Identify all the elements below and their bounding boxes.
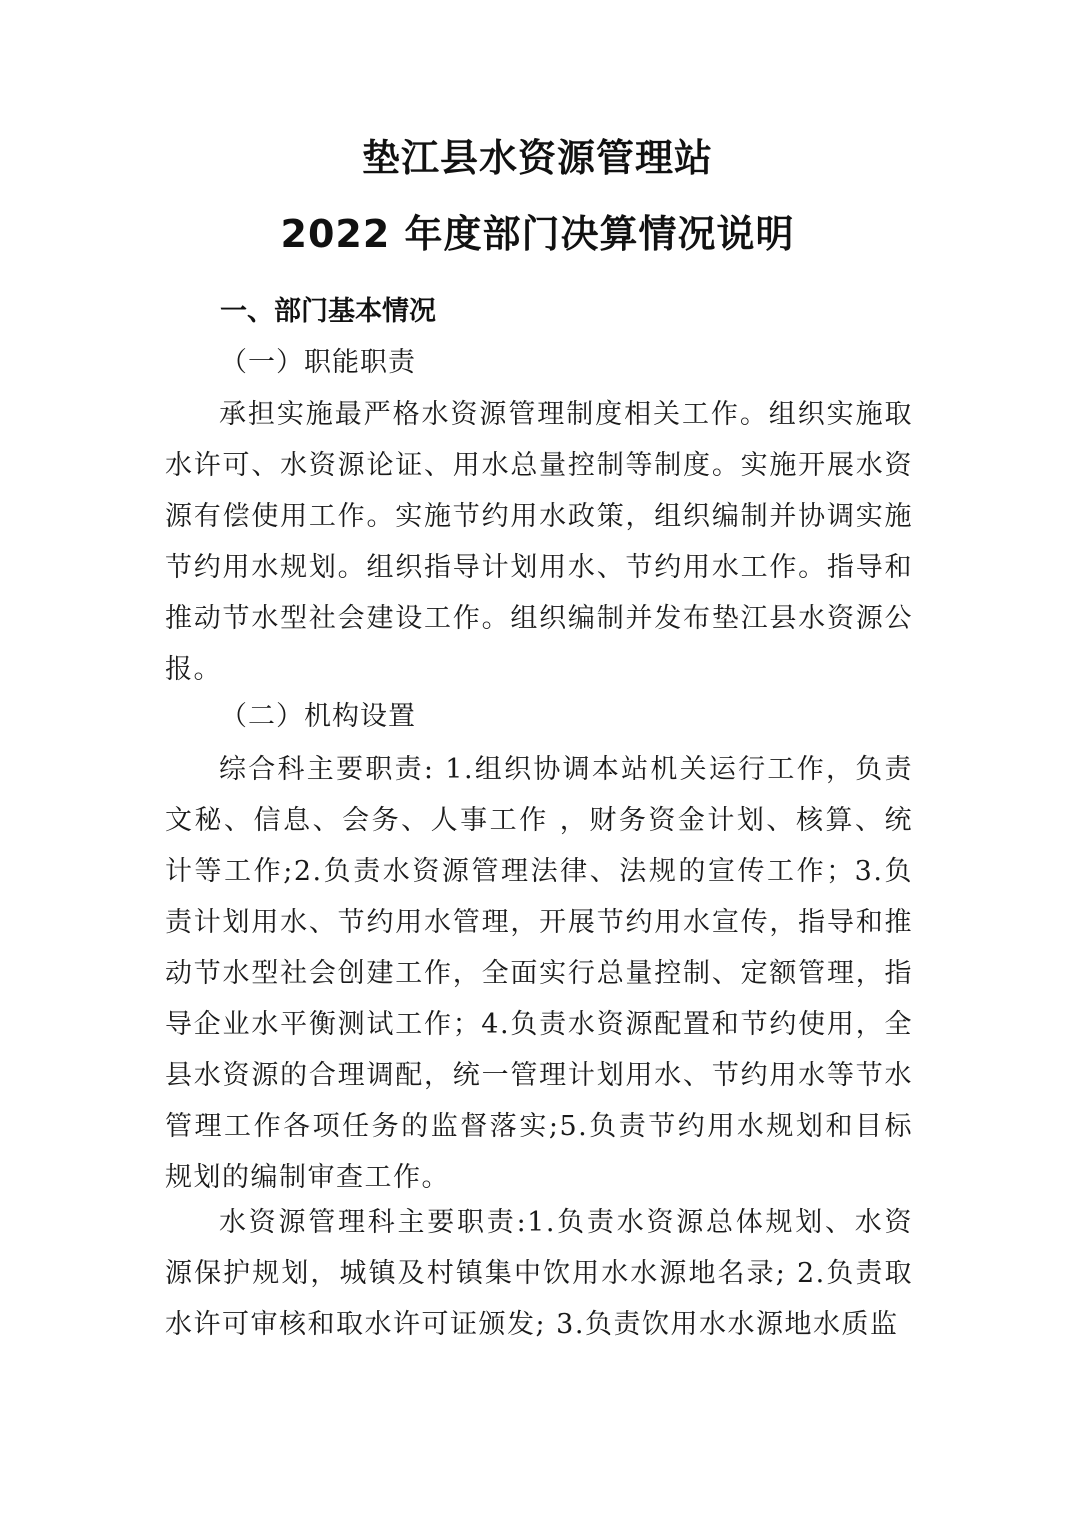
subsection-heading-duties: （一）职能职责	[220, 347, 416, 378]
duties-paragraph: 承担实施最严格水资源管理制度相关工作。组织实施取水许可、水资源论证、用水总量控制等制度。实施开展水资源有偿使用工作。实施节约用水政策，组织编制并协调实施节约用水规划。组织指导计划用水、节约用水工作。指导和推动节水型社会建设工作。组织编制并发布垫江县水资源公报。	[165, 399, 913, 685]
section-heading-basic-info: 一、部门基本情况	[220, 296, 436, 327]
subsection-heading-organization: （二）机构设置	[220, 701, 416, 732]
document-title: 垫江县水资源管理站	[361, 136, 713, 180]
general-office-paragraph: 综合科主要职责: 1.组织协调本站机关运行工作，负责文秘、信息、会务、人事工作 ，财务资金计划、核算、统计等工作;2.负责水资源管理法律、法规的宣传工作；3.负责计划用水、节约用水管理，开展节约用水宣传，指导和推动节水型社会创建工作，全面实行总量控制、定额管理，指导企业水平衡测试工作；4.负责水资源配置和节约使用，全县水资源的合理调配，统一管理计划用水、节约用水等节水管理工作各项任务的监督落实;5.负责节约用水规划和目标规划的编制审查工作。	[165, 754, 913, 1193]
document-subtitle: 2022 年度部门决算情况说明	[280, 212, 795, 256]
water-resources-office-paragraph: 水资源管理科主要职责:1.负责水资源总体规划、水资源保护规划，城镇及村镇集中饮用水水源地名录; 2.负责取水许可审核和取水许可证颁发; 3.负责饮用水水源地水质监	[165, 1207, 913, 1340]
